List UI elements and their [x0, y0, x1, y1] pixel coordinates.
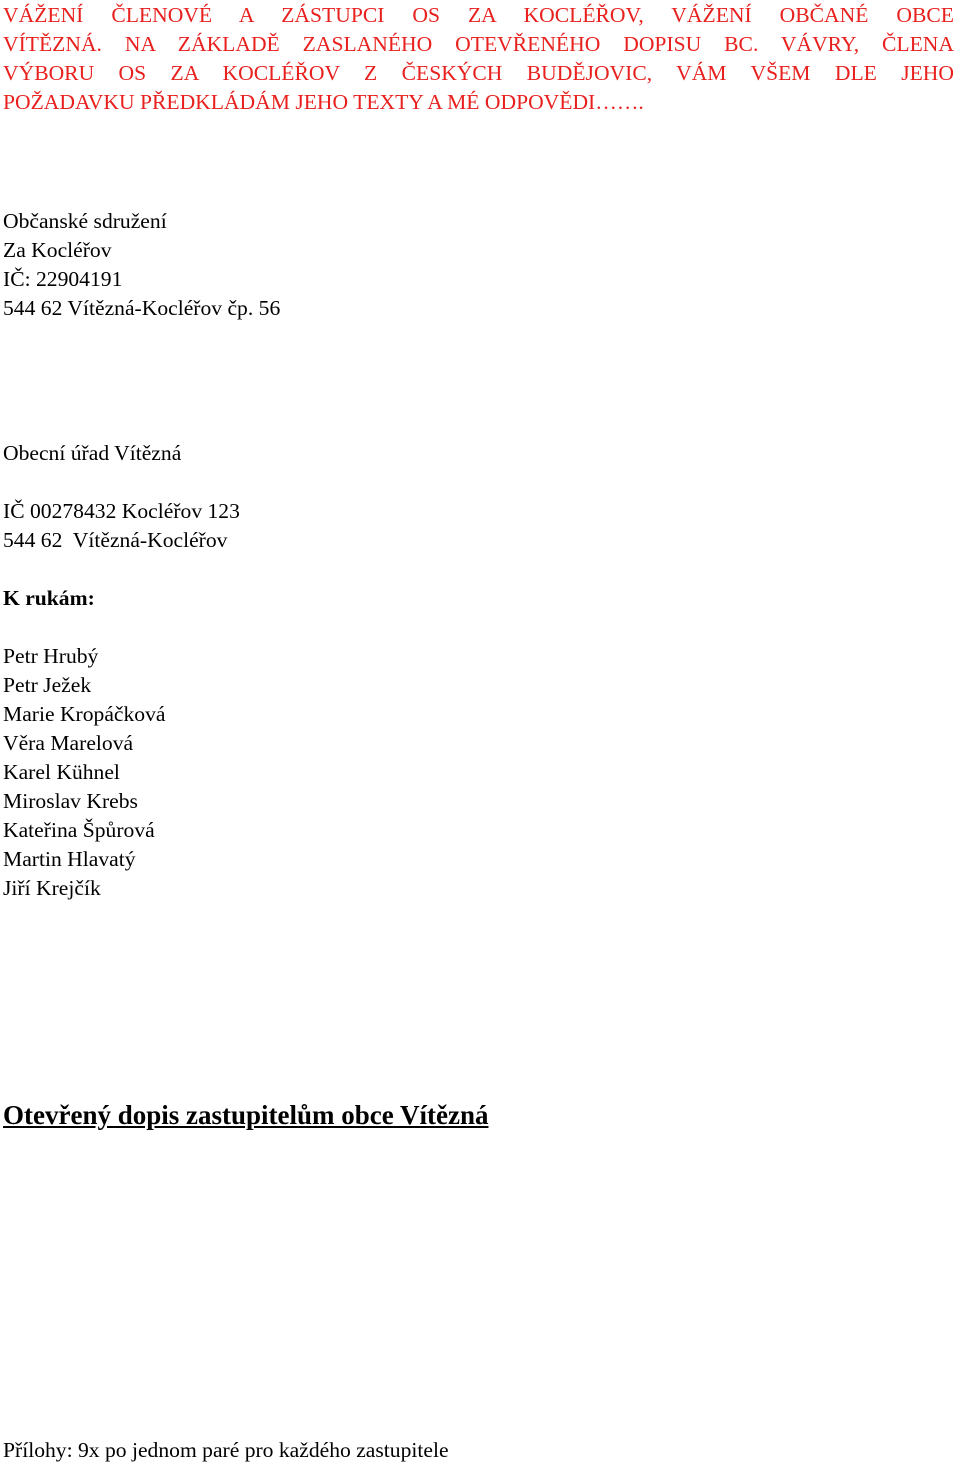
- sender-id-number: IČ: 22904191: [3, 267, 123, 291]
- intro-line: VÁŽENÍ ČLENOVÉ A ZÁSTUPCI OS ZA KOCLÉŘOV, VÁŽENÍ OBČANÉ OBCE: [3, 3, 954, 27]
- intro-notice: [3, 1, 954, 117]
- recipient-name: Kateřina Špůrová: [3, 818, 155, 842]
- attention-label-text: K rukám:: [3, 586, 95, 610]
- recipient-name: Marie Kropáčková: [3, 702, 166, 726]
- recipient-address-line: IČ 00278432 Kocléřov 123: [3, 499, 240, 523]
- recipient-address: [3, 497, 240, 555]
- sender-name-line: Občanské sdružení: [3, 209, 167, 233]
- recipient-office-name: Obecní úřad Vítězná: [3, 441, 182, 465]
- sender-postal-address: 544 62 Vítězná-Kocléřov čp. 56: [3, 296, 281, 320]
- recipient-name: Jiří Krejčík: [3, 876, 101, 900]
- recipient-name: Martin Hlavatý: [3, 847, 136, 871]
- intro-line: POŽADAVKU PŘEDKLÁDÁM JEHO TEXTY A MÉ ODPOVĚDI…….: [3, 90, 644, 114]
- recipient-address-line: 544 62 Vítězná-Kocléřov: [3, 528, 228, 552]
- recipient-name: Petr Hrubý: [3, 644, 99, 668]
- attachments-note: Přílohy: 9x po jednom paré pro každého zastupitele: [3, 1438, 449, 1462]
- letter-title: Otevřený dopis zastupitelům obce Vítězná: [3, 1100, 489, 1130]
- sender-name-line: Za Kocléřov: [3, 238, 112, 262]
- intro-line: VÝBORU OS ZA KOCLÉŘOV Z ČESKÝCH BUDĚJOVIC, VÁM VŠEM DLE JEHO: [3, 61, 954, 85]
- intro-line: VÍTĚZNÁ. NA ZÁKLADĚ ZASLANÉHO OTEVŘENÉHO DOPISU BC. VÁVRY, ČLENA: [3, 32, 954, 56]
- recipient-name: Karel Kühnel: [3, 760, 120, 784]
- recipient-name: Věra Marelová: [3, 731, 134, 755]
- attention-label: [3, 584, 95, 613]
- sender-address: [3, 207, 280, 323]
- recipient-name: Miroslav Krebs: [3, 789, 138, 813]
- recipient-office: [3, 439, 181, 468]
- recipient-names-list: [3, 642, 165, 903]
- recipient-name: Petr Ježek: [3, 673, 92, 697]
